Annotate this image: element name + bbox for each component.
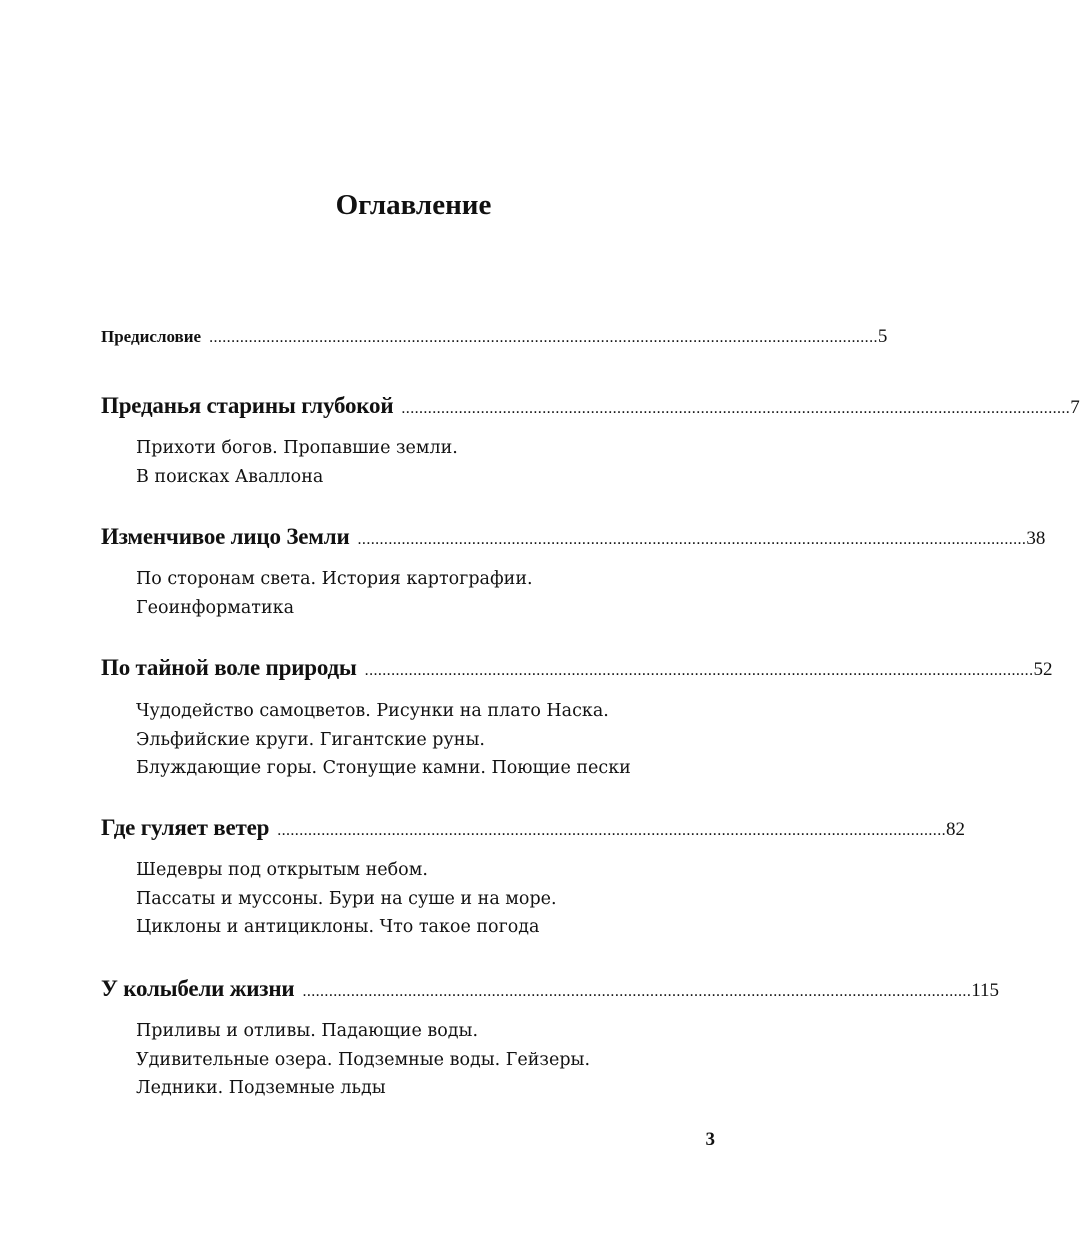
dot-leader: ........................................................................................................................................................ <box>357 531 1027 548</box>
dot-leader: ........................................................................................................................................................ <box>364 662 1034 679</box>
toc-entry-page: 82 <box>946 819 966 840</box>
subtopic-line: Эльфийские круги. Гигантские руны. <box>136 729 485 750</box>
subtopic-line: Удивительные озера. Подземные воды. Гейзеры. <box>136 1049 591 1070</box>
toc-entry-chapter-5[interactable] <box>101 976 1000 1008</box>
subtopic-line: Ледники. Подземные льды <box>136 1078 386 1098</box>
toc-entry-page: 52 <box>1033 659 1053 680</box>
subtopic-line: Чудодейство самоцветов. Рисунки на плато Наска. <box>136 701 609 721</box>
dot-leader: ........................................................................................................................................................ <box>277 822 947 839</box>
toc-entry-chapter-4[interactable] <box>101 815 966 847</box>
page-title: Оглавление <box>335 189 492 221</box>
toc-entry-page: 38 <box>1026 528 1046 549</box>
subtopic-line: В поисках Аваллона <box>136 466 324 487</box>
toc-entry-page: 5 <box>877 326 888 347</box>
toc-entry-title: По тайной воле природы <box>101 655 357 680</box>
toc-entry-title: У колыбели жизни <box>101 976 295 1001</box>
toc-entry-preface[interactable] <box>101 326 888 358</box>
toc-subtopics <box>136 565 696 622</box>
subtopic-line: Приливы и отливы. Падающие воды. <box>136 1021 479 1041</box>
page-number: 3 <box>705 1129 715 1150</box>
toc-subtopics <box>136 697 696 783</box>
toc-entry-page: 7 <box>1070 397 1080 418</box>
toc-entry-title: Изменчивое лицо Земли <box>101 524 350 549</box>
toc-subtopics <box>136 856 696 942</box>
subtopic-line: Шедевры под открытым небом. <box>136 860 428 880</box>
subtopic-line: Пассаты и муссоны. Бури на суше и на море. <box>136 888 557 909</box>
subtopic-line: Блуждающие горы. Стонущие камни. Поющие пески <box>136 758 631 778</box>
subtopic-line: Циклоны и антициклоны. Что такое погода <box>136 917 540 937</box>
toc-entry-chapter-3[interactable] <box>101 655 1053 687</box>
subtopic-line: По сторонам света. История картографии. <box>136 569 533 589</box>
subtopic-line: Геоинформатика <box>136 597 295 618</box>
toc-entry-page: 115 <box>971 980 1000 1001</box>
toc-subtopics <box>136 434 696 491</box>
dot-leader: ........................................................................................................................................................ <box>401 400 1071 417</box>
subtopic-line: Прихоти богов. Пропавшие земли. <box>136 438 458 458</box>
toc-entry-chapter-2[interactable] <box>101 524 1046 556</box>
toc-entry-title: Предисловие <box>101 327 202 346</box>
dot-leader: ........................................................................................................................................................ <box>209 329 878 346</box>
toc-subtopics <box>136 1017 696 1103</box>
toc-entry-title: Преданья старины глубокой <box>101 393 394 418</box>
toc-entry-chapter-1[interactable] <box>101 393 1080 425</box>
dot-leader: ........................................................................................................................................................ <box>302 983 972 1000</box>
toc-entry-title: Где гуляет ветер <box>101 815 270 840</box>
